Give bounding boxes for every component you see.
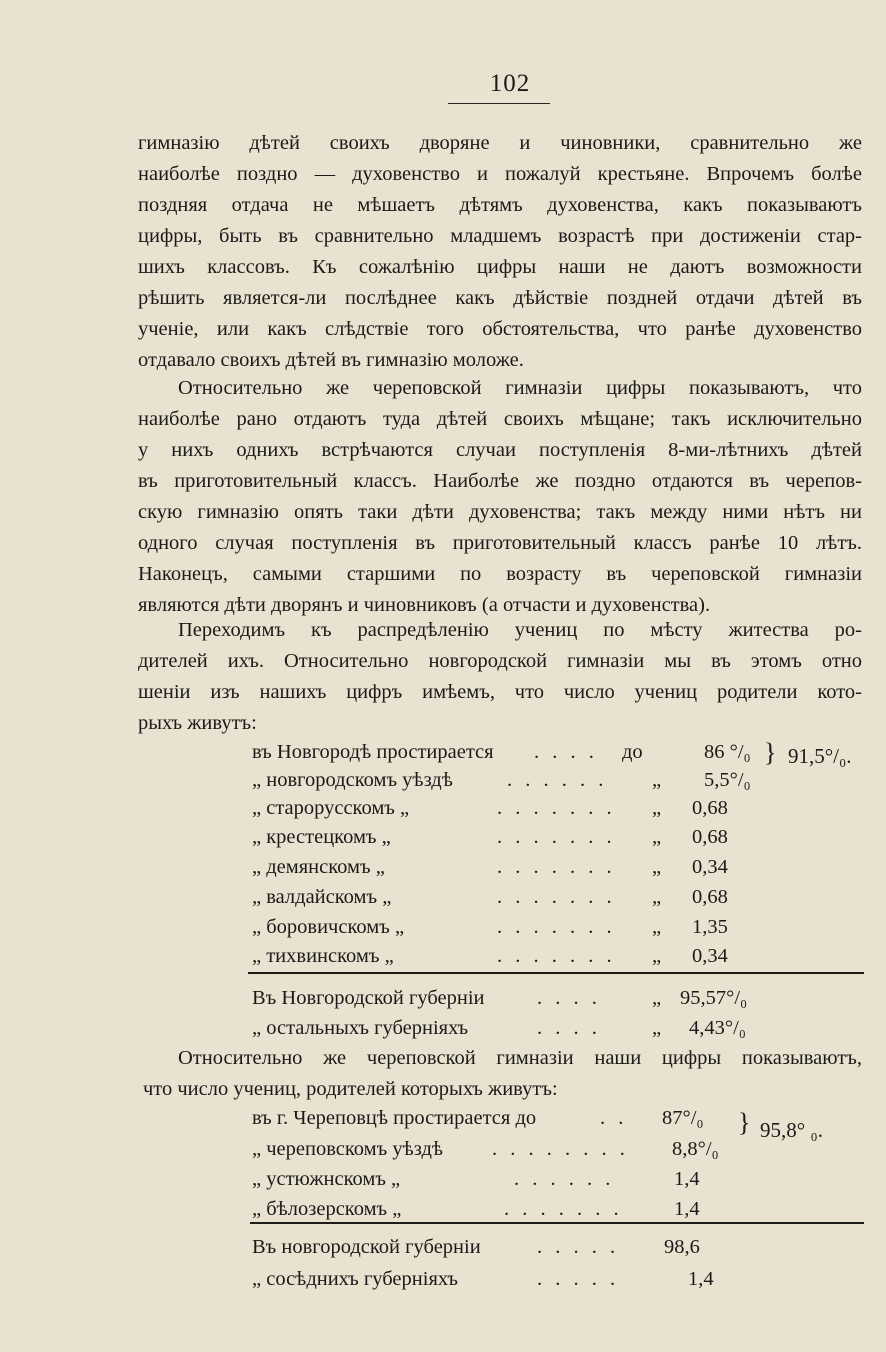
- text-line: одного случая поступленія въ приготовительный классъ ранѣе 10 лѣтъ.: [138, 532, 862, 554]
- row-prefix: „: [652, 826, 662, 848]
- row-label: Въ Новгородской губерніи: [252, 987, 485, 1009]
- text-line: Переходимъ къ распредѣленію учениц по мѣсту житества ро-: [178, 619, 862, 641]
- row-prefix: „: [652, 987, 662, 1009]
- text-line: являются дѣти дворянъ и чиновниковъ (а отчасти и духовенства).: [138, 594, 711, 616]
- row-dots: . . . . . .: [514, 1168, 615, 1190]
- text-line: Наконецъ, самыми старшими по возрасту въ череповской гимназіи: [138, 563, 862, 585]
- row-value: 86 °/₀: [704, 741, 751, 763]
- row-value: 87°/₀: [662, 1107, 704, 1129]
- row-dots: . . . .: [534, 741, 598, 763]
- row-value: 0,68: [692, 797, 728, 819]
- row-label: „ тихвинскомъ „: [252, 945, 394, 967]
- row-dots: . . . . . . .: [497, 945, 616, 967]
- row-label: „ демянскомъ „: [252, 856, 385, 878]
- row-label: „ новгородскомъ уѣздѣ: [252, 769, 453, 791]
- text-line: цифры, быть въ сравнительно младшемъ возрастѣ при достиженіи стар-: [138, 225, 862, 247]
- row-prefix: „: [652, 916, 662, 938]
- text-line: ученіе, или какъ слѣдствіе того обстоятельства, что ранѣе духовенство: [138, 318, 862, 340]
- text-line: въ приготовительный классъ. Наиболѣе же поздно отдаются въ черепов-: [138, 470, 862, 492]
- table-divider: [250, 1222, 864, 1224]
- page-number: 102: [489, 70, 531, 97]
- row-label: Въ новгородской губерніи: [252, 1236, 481, 1258]
- row-prefix: „: [652, 769, 662, 791]
- brace-icon: }: [764, 738, 777, 767]
- row-prefix: до: [622, 741, 643, 763]
- bracket-total: 95,8° ₀.: [760, 1118, 823, 1142]
- row-dots: . . . . . .: [507, 769, 608, 791]
- text-line: поздняя отдача не мѣшаетъ дѣтямъ духовенства, какъ показываютъ: [138, 194, 862, 216]
- row-dots: . . . . . . .: [504, 1198, 623, 1220]
- row-dots: . .: [600, 1107, 628, 1129]
- text-line: рѣшить является-ли послѣднее какъ дѣйствіе поздней отдачи дѣтей въ: [138, 287, 862, 309]
- text-line: Относительно же череповской гимназіи цифры показываютъ, что: [178, 377, 862, 399]
- row-dots: . . . . . . . .: [492, 1138, 629, 1160]
- text-line: у нихъ однихъ встрѣчаются случаи поступленія 8-ми-лѣтнихъ дѣтей: [138, 439, 862, 461]
- text-line: что число учениц, родителей которыхъ живутъ:: [143, 1078, 558, 1100]
- row-dots: . . . . . . .: [497, 826, 616, 848]
- row-prefix: „: [652, 886, 662, 908]
- text-line: гимназію дѣтей своихъ дворяне и чиновники, сравнительно же: [138, 132, 862, 154]
- row-prefix: „: [652, 797, 662, 819]
- text-line: скую гимназію опять таки дѣти духовенства; такъ между ними нѣтъ ни: [138, 501, 862, 523]
- row-dots: . . . . . . .: [497, 886, 616, 908]
- row-dots: . . . .: [537, 1017, 601, 1039]
- row-dots: . . . . . . .: [497, 856, 616, 878]
- row-dots: . . . . .: [537, 1268, 620, 1290]
- text-line: наиболѣе рано отдаютъ туда дѣтей своихъ мѣщане; такъ исключительно: [138, 408, 862, 430]
- row-label: „ бѣлозерскомъ „: [252, 1198, 402, 1220]
- row-prefix: „: [652, 1017, 662, 1039]
- text-line: шихъ классовъ. Къ сожалѣнію цифры наши не даютъ возможности: [138, 256, 862, 278]
- row-label: въ Новгородѣ простирается: [252, 741, 494, 763]
- row-dots: . . . . .: [537, 1236, 620, 1258]
- row-value: 98,6: [664, 1236, 700, 1258]
- row-label: въ г. Череповцѣ простирается до: [252, 1107, 537, 1129]
- row-label: „ крестецкомъ „: [252, 826, 391, 848]
- row-value: 1,35: [692, 916, 728, 938]
- row-prefix: „: [652, 856, 662, 878]
- bracket-total: 91,5°/₀.: [788, 744, 852, 768]
- row-label: „ череповскомъ уѣздѣ: [252, 1138, 444, 1160]
- row-value: 5,5°/₀: [704, 769, 751, 791]
- row-value: 0,68: [692, 826, 728, 848]
- row-label: „ старорусскомъ „: [252, 797, 410, 819]
- row-prefix: „: [652, 945, 662, 967]
- text-line: отдавало своихъ дѣтей въ гимназію моложе.: [138, 349, 524, 371]
- row-label: „ устюжнскомъ „: [252, 1168, 401, 1190]
- row-label: „ валдайскомъ „: [252, 886, 392, 908]
- row-dots: . . . . . . .: [497, 916, 616, 938]
- brace-icon: }: [738, 1108, 751, 1137]
- row-value: 95,57°/₀: [680, 987, 748, 1009]
- text-line: наиболѣе поздно — духовенство и пожалуй крестьяне. Впрочемъ болѣе: [138, 163, 862, 185]
- row-value: 4,43°/₀: [689, 1017, 746, 1039]
- row-value: 0,34: [692, 945, 728, 967]
- text-line: шеніи изъ нашихъ цифръ имѣемъ, что число учениц родители кото-: [138, 681, 862, 703]
- row-label: „ боровичскомъ „: [252, 916, 405, 938]
- text-line: Относительно же череповской гимназіи наши цифры показываютъ,: [178, 1047, 862, 1069]
- row-value: 1,4: [674, 1198, 700, 1220]
- row-dots: . . . .: [537, 987, 601, 1009]
- row-label: „ остальныхъ губерніяхъ: [252, 1017, 469, 1039]
- text-line: дителей ихъ. Относительно новгородской гимназіи мы въ этомъ отно: [138, 650, 862, 672]
- row-label: „ сосѣднихъ губерніяхъ: [252, 1268, 458, 1290]
- row-value: 1,4: [674, 1168, 700, 1190]
- row-value: 0,34: [692, 856, 728, 878]
- text-line: рыхъ живутъ:: [138, 712, 257, 734]
- row-value: 0,68: [692, 886, 728, 908]
- row-value: 8,8°/₀: [672, 1138, 719, 1160]
- row-dots: . . . . . . .: [497, 797, 616, 819]
- row-value: 1,4: [688, 1268, 714, 1290]
